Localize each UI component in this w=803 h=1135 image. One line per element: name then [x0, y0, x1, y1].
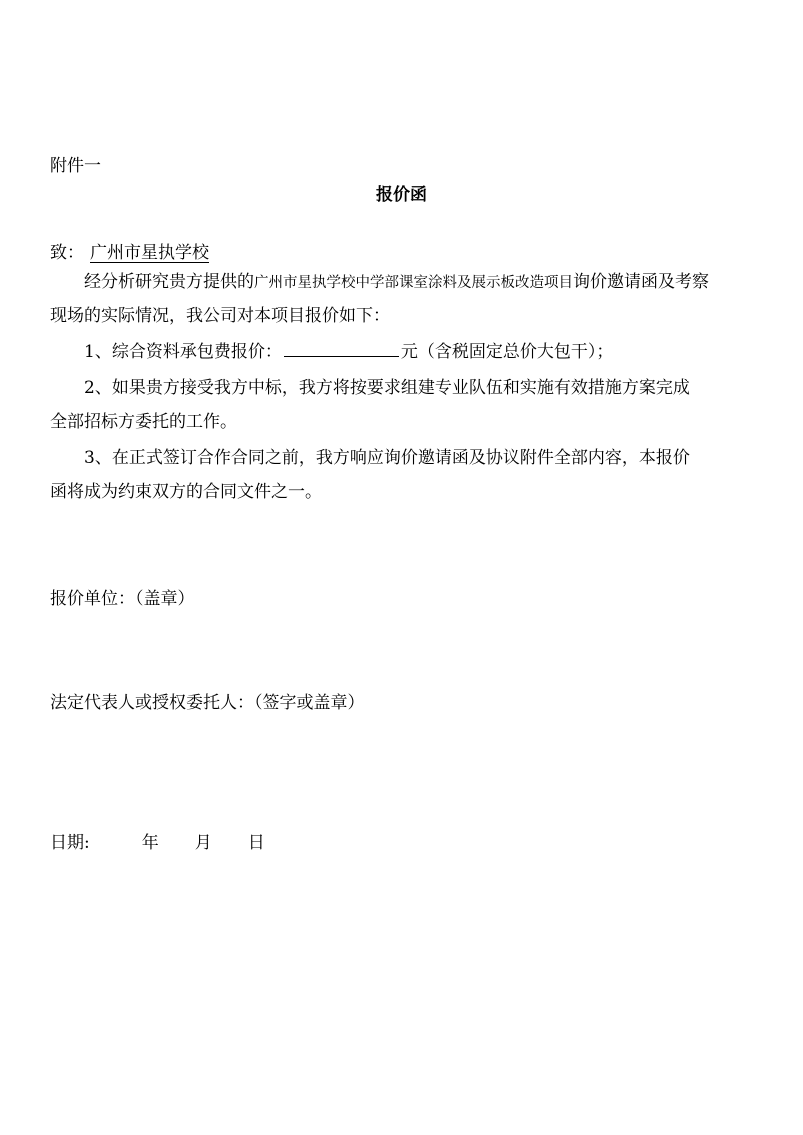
recipient-line [50, 238, 209, 263]
item-1 [84, 337, 613, 362]
document-title: 报价函 [376, 185, 427, 205]
legal-rep-line: 法定代表人或授权委托人：（签字或盖章） [50, 693, 365, 713]
item1-prefix: 1、综合资料承包费报价： [84, 342, 282, 362]
date-year: 年 [141, 833, 159, 853]
date-day: 日 [247, 833, 265, 853]
item-3-line-2: 函将成为约束双方的合同文件之一。 [50, 482, 322, 502]
attachment-label: 附件一 [50, 156, 101, 176]
quote-unit-line: 报价单位：（盖章） [50, 589, 195, 609]
item1-suffix: 元（含税固定总价大包干）； [400, 342, 614, 362]
intro-line-1 [84, 267, 709, 292]
intro-prefix: 经分析研究贵方提供的 [84, 272, 254, 292]
to-label: 致： [50, 243, 84, 263]
item-2-line-2: 全部招标方委托的工作。 [50, 412, 237, 432]
date-label: 日期: [50, 833, 90, 853]
intro-project: 广州市星执学校中学部课室涂料及展示板改造项目 [254, 275, 573, 291]
item-2-line-1: 2、如果贵方接受我方中标，我方将按要求组建专业队伍和实施有效措施方案完成 [84, 378, 690, 398]
item-3-line-1: 3、在正式签订合作合同之前，我方响应询价邀请函及协议附件全部内容，本报价 [84, 448, 690, 468]
date-line [50, 828, 265, 853]
intro-suffix: 询价邀请函及考察 [573, 272, 709, 292]
price-blank [284, 342, 399, 357]
intro-line-2: 现场的实际情况，我公司对本项目报价如下： [50, 306, 390, 326]
recipient-name: 广州市星执学校 [90, 243, 209, 263]
date-month: 月 [194, 833, 212, 853]
